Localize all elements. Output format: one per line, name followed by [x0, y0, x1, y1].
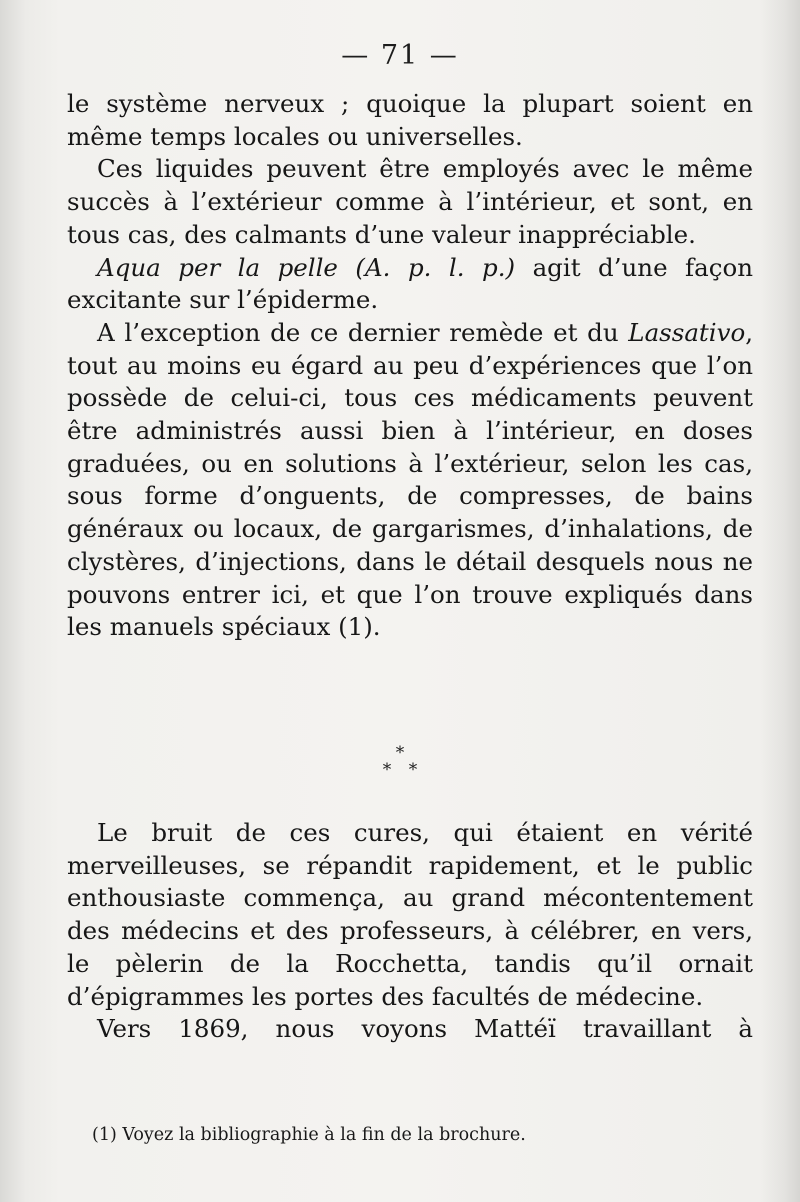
page-number: — 71 — [341, 40, 459, 71]
paragraph-4 [67, 317, 753, 644]
separator-star-top: * [395, 743, 405, 763]
paragraph-2: Ces liquides peuvent être employés avec le même succès à l’extérieur comme à l’intérieur, et sont, en tous cas, des calmants d’une valeur inappréciable. [67, 154, 753, 249]
paragraph-4-start: A l’exception de ce dernier remède et du [97, 317, 629, 347]
body-text-lower [67, 817, 753, 1046]
remedy-name-italic: Aqua per la pelle (A. p. l. p.) [97, 252, 516, 282]
paragraph-1: le système nerveux ; quoique la plupart soient en même temps locales ou universelles. [67, 89, 753, 151]
paragraph-3 [67, 252, 753, 317]
footnote: (1) Voyez la bibliographie à la fin de la brochure. [92, 1125, 526, 1145]
separator-stars-bottom: * * [382, 760, 424, 780]
paragraph-3-text: agit d’une façon excitante sur l’épiderme. [67, 252, 753, 315]
paragraph-4-text: , tout au moins eu égard au peu d’expériences que l’on possède de celui-ci, tous ces médicaments peuvent être administrés aussi bien à l’intérieur, en doses graduées, ou en solutions à l’extérieur, selon les cas, sous forme d’onguents, de compresses, de bains généraux ou locaux, de gargarismes, d’inhalations, de clystères, d’injections, dans le détail desquels nous ne pouvons entrer ici, et que l’on trouve expliqués dans les manuels spéciaux (1). [67, 317, 753, 642]
section-separator [0, 745, 800, 789]
paragraph-5: Le bruit de ces cures, qui étaient en vérité merveilleuses, se répandit rapidement, et le public enthousiaste commença, au grand mécontentement des médecins et des professeurs, à célébrer, en vers, le pèlerin de la Rocchetta, tandis qu’il ornait d’épigrammes les portes des facultés de médecine. [67, 818, 753, 1011]
body-text-upper [67, 88, 753, 644]
paragraph-6: Vers 1869, nous voyons Mattéï travaillant à [97, 1014, 753, 1044]
lassativo-italic: Lassativo [628, 317, 746, 347]
